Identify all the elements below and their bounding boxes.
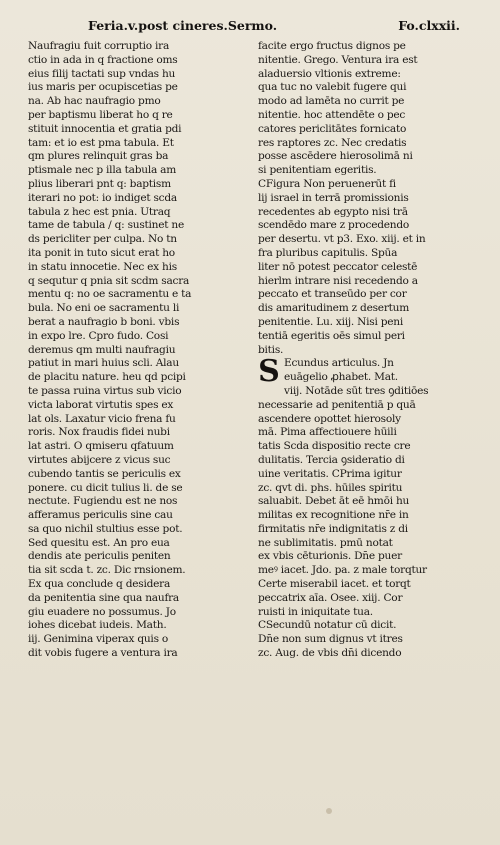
text-line: zc. qvt di. phs. hūiles spiritu [258, 481, 403, 494]
text-line: sa quo nichil stultius esse pot. [28, 522, 183, 535]
text-line: recedentes ab egypto nisi trā [258, 205, 408, 218]
right-column-paragraphs [258, 40, 463, 357]
text-line: per baptismu liberat ho q re [28, 108, 173, 121]
text-line: ius maris per ocupiscetias pe [28, 81, 178, 94]
text-line: ponere. cu dicit tulius li. de se [28, 481, 183, 494]
text-line: patiut in mari huius scli. Alau [28, 357, 179, 370]
text-line: scendēdo mare z procedendo [258, 219, 410, 232]
text-line: deremus qm multi naufragiu [28, 343, 176, 356]
text-line: in statu innocetie. Nec ex his [28, 260, 177, 273]
running-head [88, 14, 460, 36]
text-line: CSecundū notatur cū dicit. [258, 619, 397, 632]
left-text-column [28, 40, 233, 661]
text-line: victa laborat virtutis spes ex [28, 398, 174, 411]
text-line: nitentie. Grego. Ventura ira est [258, 53, 418, 66]
section-block [258, 354, 463, 661]
text-line: tia sit scda t. zc. Dic rnsionem. [28, 564, 186, 577]
section-opening-lines [258, 354, 463, 390]
text-line: firmitatis nr̄e indignitatis z di [258, 522, 408, 535]
text-line: Ecundus articulus. Jn [284, 357, 394, 370]
text-line: virtutes abijcere z vicus suc [28, 453, 171, 466]
text-line: dit vobis fugere a ventura ira [28, 647, 178, 660]
running-title: Feria.v.post cineres.Sermo. [88, 18, 278, 33]
text-line: tam: et io est pma tabula. Et [28, 136, 174, 149]
text-line: na. Ab hac naufragio pmo [28, 95, 161, 108]
text-line: tentiā egeritis oēs simul peri [258, 329, 405, 342]
paper-stain [326, 808, 332, 814]
text-line: qua tuc no valebit fugere qui [258, 81, 407, 94]
text-line: si penitentiam egeritis. [258, 164, 377, 177]
text-line: eius filij tactati sup vndas hu [28, 67, 176, 80]
text-line: militas ex recognitione nr̄e in [258, 509, 409, 522]
text-line: Dn̄e non sum dignus vt itres [258, 633, 403, 646]
text-line: CFigura Non peruenerūt fi [258, 177, 396, 190]
text-line: lat astri. O qmiseru qfatuum [28, 440, 174, 453]
text-line: ne sublimitatis. pmū notat [258, 536, 393, 549]
text-line: afferamus periculis sine cau [28, 509, 173, 522]
text-line: iohes dicebat iudeis. Math. [28, 619, 167, 632]
right-text-column [258, 40, 463, 661]
text-line: q sequtur q pnia sit scdm sacra [28, 274, 190, 287]
text-line: da penitentia sine qua naufra [28, 591, 179, 604]
text-line: cubendo tantis se periculis ex [28, 467, 181, 480]
drop-cap-initial: S [258, 354, 280, 390]
text-line: bitis. [258, 343, 284, 356]
text-line: fra pluribus capitulis. Spūa [258, 246, 398, 259]
text-line: zc. Aug. de vbis dn̄i dicendo [258, 647, 402, 660]
text-line: ptismale nec p illa tabula am [28, 164, 176, 177]
text-line: Naufragiu fuit corruptio ira [28, 40, 170, 52]
folio-number: Fo.clxxii. [398, 18, 460, 33]
text-line: te passa ruina virtus sub vicio [28, 384, 182, 397]
text-line: dulitatis. Tercia ꝯsideratio di [258, 453, 405, 466]
text-line: facite ergo fructus dignos pe [258, 40, 406, 52]
text-line: meꝰ iacet. Jdo. pa. z male torqtur [258, 564, 427, 577]
text-line: lij israel in terrā promissionis [258, 191, 409, 204]
text-line: tatis Scda dispositio recte cre [258, 440, 411, 453]
text-line: aladuersio vltionis extreme: [258, 67, 401, 80]
text-line: nectute. Fugiendu est ne nos [28, 495, 178, 508]
text-line: qm plures relinquit gras ba [28, 150, 169, 163]
text-line: plius liberari pnt q: baptism [28, 177, 171, 190]
text-line: ds pericliter per culpa. No tn [28, 233, 177, 246]
text-line: ex vbis cēturionis. Dn̄e puer [258, 550, 402, 563]
text-line: berat a naufragio b boni. vbis [28, 315, 180, 328]
text-line: modo ad lamēta no currit pe [258, 95, 405, 108]
text-line: Certe miserabil iacet. et torqt [258, 578, 411, 591]
text-line: catores periclitātes fornicato [258, 122, 407, 135]
text-line: dis amaritudinem z desertum [258, 302, 410, 315]
text-line: iterari no pot: io indiget scda [28, 191, 177, 204]
text-line: iij. Genimina viperax quis o [28, 633, 168, 646]
text-line: stituit innocentia et gratia pdi [28, 122, 182, 135]
text-line: bula. No eni oe sacramentu li [28, 302, 180, 315]
text-line: ascendere opottet hierosoly [258, 412, 401, 425]
text-line: liter nō potest peccator celestē [258, 260, 418, 273]
text-line: res raptores zc. Nec credatis [258, 136, 407, 149]
text-line: roris. Nox fraudis fidei nubi [28, 426, 170, 439]
text-line: necessarie ad penitentiā p quā [258, 398, 416, 411]
text-line: mentu q: no oe sacramentu e ta [28, 288, 192, 301]
text-line: ruisti in iniquitate tua. [258, 605, 373, 618]
text-line: saluabit. Debet āt eē hmōi hu [258, 495, 410, 508]
text-line: posse ascēdere hierosolimā ni [258, 150, 413, 163]
text-line: in expo lre. Cpro fudo. Cosi [28, 329, 169, 342]
text-line: Ex qua conclude q desidera [28, 578, 171, 591]
text-line: tabula z hec est pnia. Utraq [28, 205, 171, 218]
text-line: nitentie. hoc attendēte o pec [258, 108, 406, 121]
text-line: ctio in ada in q fractione oms [28, 53, 178, 66]
text-line: Sed quesitu est. An pro eua [28, 536, 170, 549]
text-line: per desertu. vt p3. Exo. xiij. et in [258, 233, 426, 246]
text-line: hierlm intrare nisi recedendo a [258, 274, 418, 287]
text-line: peccato et transeūdo per cor [258, 288, 407, 301]
text-line: peccatrix aīa. Osee. xiij. Cor [258, 591, 403, 604]
text-line: euāgelio ꝓhabet. Mat. [284, 371, 398, 384]
text-line: de placitu nature. heu qd pcipi [28, 371, 186, 384]
text-line: giu euadere no possumus. Jo [28, 605, 176, 618]
text-line: viij. Notāde sūt tres ꝯditiōes [284, 384, 429, 397]
section-body-lines [258, 385, 463, 661]
text-line: tame de tabula / q: sustinet ne [28, 219, 184, 232]
text-line: mā. Pima affectiouere hūili [258, 426, 397, 439]
text-line: lat ols. Laxatur vicio frena fu [28, 412, 176, 425]
text-line: dendis ate periculis peniten [28, 550, 171, 563]
text-line: ita ponit in tuto sicut erat ho [28, 246, 175, 259]
text-line: uine veritatis. CPrima igitur [258, 467, 402, 480]
text-line: penitentie. Lu. xiij. Nisi peni [258, 315, 403, 328]
